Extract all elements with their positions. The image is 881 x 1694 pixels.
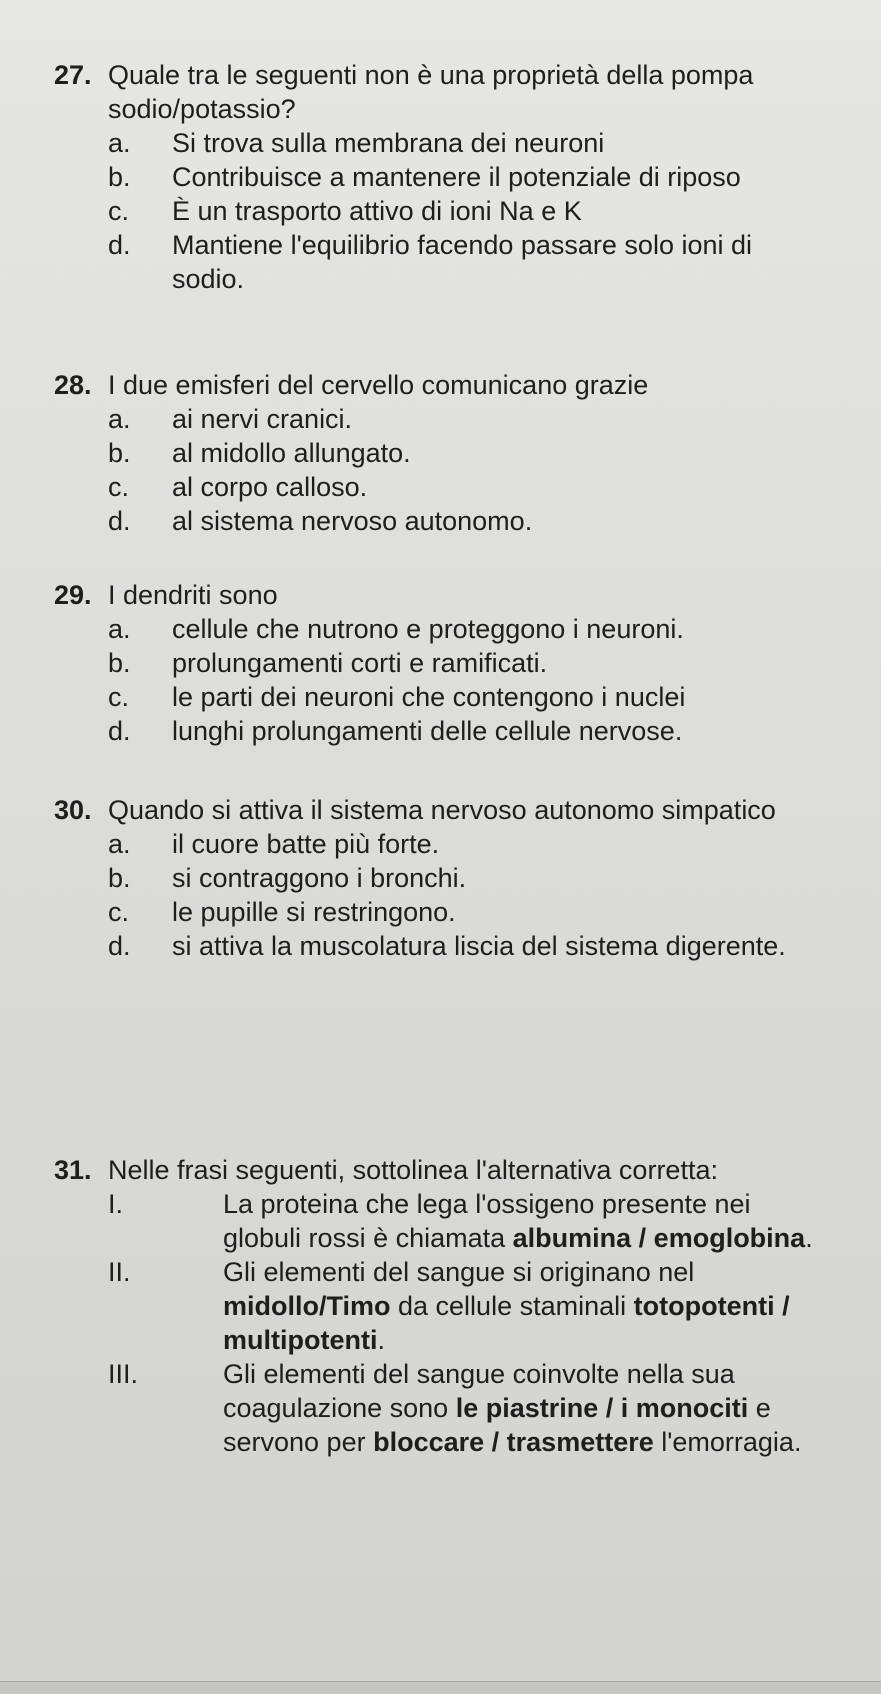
option-b: b. prolungamenti corti e ramificati. [108, 648, 548, 678]
option-c: c. È un trasporto attivo di ioni Na e K [108, 196, 582, 226]
question-text: Nelle frasi seguenti, sottolinea l'alternativa corretta: [108, 1155, 718, 1185]
question-number: 29. [54, 580, 92, 610]
question-number: 30. [54, 795, 92, 825]
option-b: b. al midollo allungato. [108, 438, 411, 468]
question-28 [54, 368, 864, 538]
option-a: a. il cuore batte più forte. [108, 829, 440, 859]
question-text: I due emisferi del cervello comunicano grazie [108, 370, 649, 400]
option-b: b. Contribuisce a mantenere il potenziale di riposo [108, 162, 741, 192]
question-text: Quale tra le seguenti non è una proprietà della pompa sodio/potassio? [108, 60, 754, 124]
option-b: b. si contraggono i bronchi. [108, 863, 467, 893]
option-c: c. le parti dei neuroni che contengono i nuclei [108, 682, 686, 712]
question-29 [54, 578, 864, 748]
question-number: 28. [54, 370, 92, 400]
question-31 [54, 1153, 864, 1459]
option-c: c. al corpo calloso. [108, 472, 368, 502]
alternative-choice[interactable]: bloccare / trasmettere [373, 1427, 654, 1457]
question-text: Quando si attiva il sistema nervoso autonomo simpatico [108, 795, 776, 825]
question-text: I dendriti sono [108, 580, 278, 610]
option-a: a. Si trova sulla membrana dei neuroni [108, 128, 605, 158]
question-27 [54, 58, 864, 296]
option-c: c. le pupille si restringono. [108, 897, 456, 927]
option-a: a. ai nervi cranici. [108, 404, 353, 434]
option-d: d. si attiva la muscolatura liscia del sistema digerente. [108, 931, 786, 961]
question-number: 31. [54, 1155, 92, 1185]
alternative-choice[interactable]: le piastrine / i monociti [455, 1393, 749, 1423]
alternative-choice[interactable]: midollo/Timo [223, 1291, 391, 1321]
option-a: a. cellule che nutrono e proteggono i neuroni. [108, 614, 684, 644]
statement-i: I. La proteina che lega l'ossigeno presente nei globuli rossi è chiamata albumina / emoglobina. [108, 1189, 813, 1253]
page-edge [0, 1681, 881, 1694]
statement-iii: III. Gli elementi del sangue coinvolte nella sua coagulazione sono le piastrine / i monociti e servono per bloccare / trasmettere l'emorragia. [108, 1359, 802, 1457]
option-d: d. Mantiene l'equilibrio facendo passare solo ioni di sodio. [108, 230, 753, 294]
question-30 [54, 793, 864, 963]
alternative-choice[interactable]: albumina / emoglobina [512, 1223, 806, 1253]
statement-ii: II. Gli elementi del sangue si originano nel midollo/Timo da cellule staminali totopotenti / multipotenti. [108, 1257, 790, 1355]
alternative-choice[interactable]: totopotenti / multipotenti [223, 1291, 790, 1355]
question-number: 27. [54, 60, 92, 90]
option-d: d. lunghi prolungamenti delle cellule nervose. [108, 716, 683, 746]
option-d: d. al sistema nervoso autonomo. [108, 506, 533, 536]
